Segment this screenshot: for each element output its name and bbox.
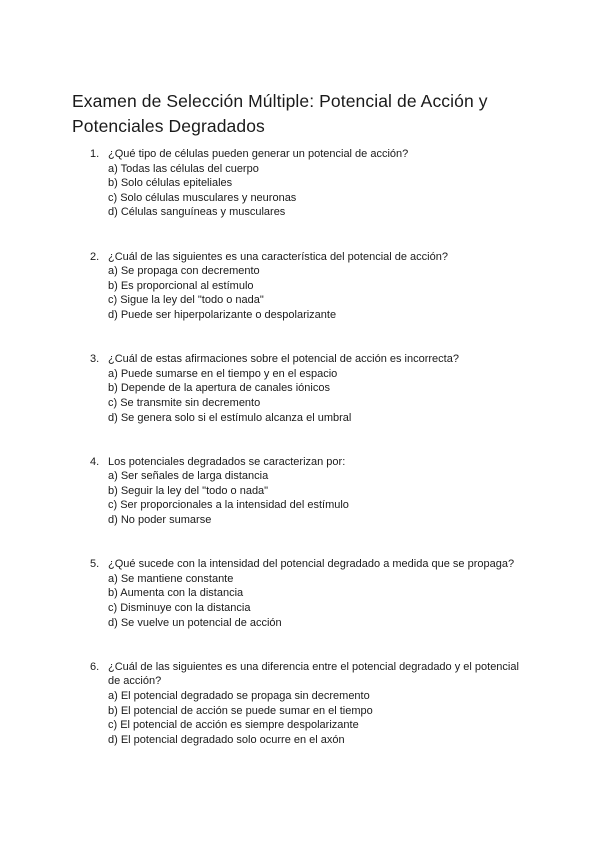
- option-list: [108, 689, 530, 747]
- option-a: a) Ser señales de larga distancia: [108, 470, 269, 483]
- question-text: ¿Cuál de las siguientes es una característica del potencial de acción?: [108, 250, 448, 263]
- question-number: 1.: [90, 148, 100, 160]
- option-a: a) Se propaga con decremento: [108, 265, 260, 278]
- option-c: c) Sigue la ley del "todo o nada": [108, 294, 264, 307]
- option-c: c) Se transmite sin decremento: [108, 396, 261, 409]
- option-b: b) Es proporcional al estímulo: [108, 279, 254, 292]
- option-b: b) Depende de la apertura de canales iónicos: [108, 382, 330, 395]
- option-a: a) El potencial degradado se propaga sin decremento: [108, 690, 370, 702]
- question-number: 2.: [90, 250, 100, 263]
- option-b: b) Aumenta con la distancia: [108, 587, 244, 600]
- question-text: ¿Qué tipo de células pueden generar un potencial de acción?: [108, 148, 409, 160]
- question-number: 3.: [90, 353, 100, 366]
- question-item-5: [90, 557, 530, 630]
- question-item-6: [90, 660, 530, 748]
- question-item-4: [90, 455, 530, 528]
- option-list: [108, 572, 530, 630]
- option-b: b) Solo células epiteliales: [108, 177, 233, 190]
- option-c: c) Solo células musculares y neuronas: [108, 191, 297, 204]
- option-d: d) Se genera solo si el estímulo alcanza el umbral: [108, 411, 352, 424]
- option-c: c) Disminuye con la distancia: [108, 602, 251, 615]
- option-c: c) El potencial de acción es siempre despolarizante: [108, 719, 359, 732]
- option-list: [108, 264, 530, 322]
- option-b: b) Seguir la ley del "todo o nada": [108, 484, 269, 497]
- question-item-3: [90, 352, 530, 425]
- option-a: a) Todas las células del cuerpo: [108, 162, 259, 175]
- option-d: d) No poder sumarse: [108, 514, 212, 527]
- option-a: a) Puede sumarse en el tiempo y en el espacio: [108, 367, 338, 380]
- question-text: ¿Cuál de las siguientes es una diferencia entre el potencial degradado y el potencial de acción?: [108, 660, 519, 688]
- question-number: 5.: [90, 558, 100, 571]
- option-b: b) El potencial de acción se puede sumar en el tiempo: [108, 704, 373, 717]
- option-list: [108, 367, 530, 425]
- question-item-1: [90, 147, 530, 220]
- option-d: d) Se vuelve un potencial de acción: [108, 616, 282, 629]
- question-list: [90, 147, 530, 777]
- option-d: d) Puede ser hiperpolarizante o despolarizante: [108, 308, 337, 321]
- question-text: ¿Cuál de estas afirmaciones sobre el potencial de acción es incorrecta?: [108, 353, 459, 366]
- option-c: c) Ser proporcionales a la intensidad del estímulo: [108, 499, 349, 512]
- question-number: 6.: [90, 660, 100, 673]
- question-text: ¿Qué sucede con la intensidad del potencial degradado a medida que se propaga?: [108, 558, 515, 571]
- question-item-2: [90, 250, 530, 323]
- option-d: d) Células sanguíneas y musculares: [108, 206, 286, 219]
- question-text: Los potenciales degradados se caracterizan por:: [108, 455, 346, 468]
- question-number: 4.: [90, 455, 100, 468]
- option-list: [108, 162, 530, 220]
- option-list: [108, 469, 530, 527]
- page-title: Examen de Selección Múltiple: Potencial de Acción y Potenciales Degradados: [72, 91, 488, 136]
- option-a: a) Se mantiene constante: [108, 572, 234, 585]
- option-d: d) El potencial degradado solo ocurre en el axón: [108, 733, 345, 746]
